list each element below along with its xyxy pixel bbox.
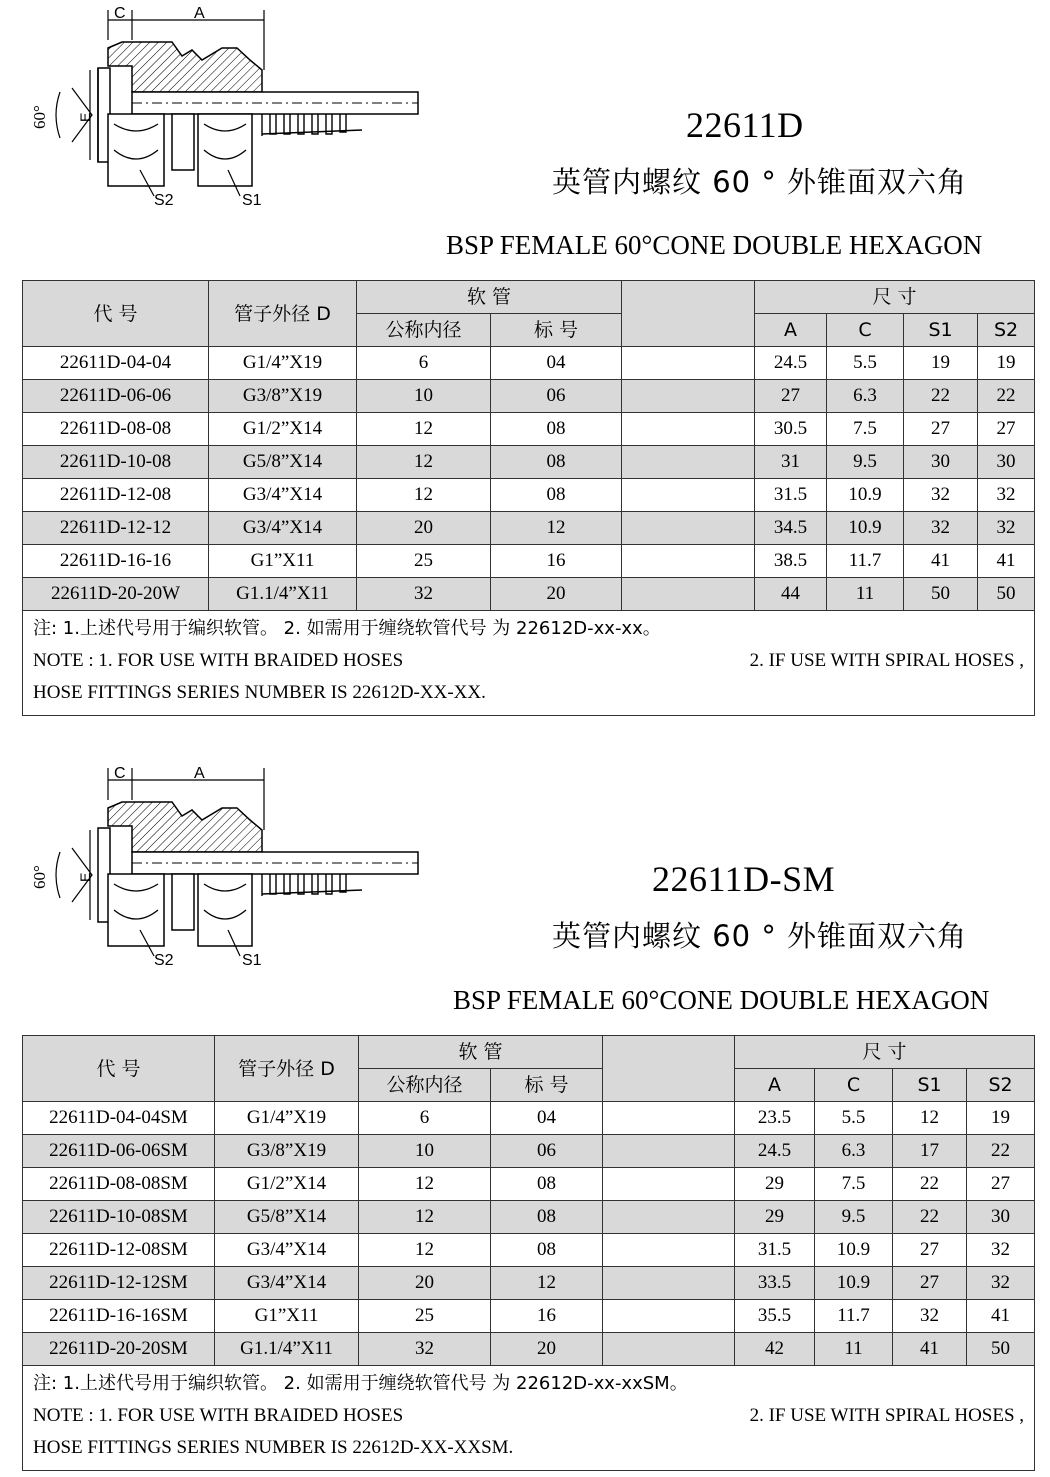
cell-code: 22611D-04-04 <box>23 347 209 380</box>
cell-s2: 19 <box>967 1102 1035 1135</box>
cell-mark: 12 <box>491 512 622 545</box>
cell-blank <box>603 1135 735 1168</box>
cell-s2: 22 <box>967 1135 1035 1168</box>
cell-code: 22611D-10-08SM <box>23 1201 215 1234</box>
cell-mark: 06 <box>491 1135 603 1168</box>
cell-a: 29 <box>735 1201 815 1234</box>
cell-mark: 08 <box>491 1201 603 1234</box>
cell-s1: 32 <box>904 512 978 545</box>
notes-cell <box>23 611 1035 716</box>
cell-blank <box>603 1300 735 1333</box>
cell-d: G5/8”X14 <box>209 446 357 479</box>
header-c: C <box>827 314 904 347</box>
cell-c: 6.3 <box>827 380 904 413</box>
cell-s1: 19 <box>904 347 978 380</box>
cell-code: 22611D-06-06 <box>23 380 209 413</box>
note-english-line1 <box>33 645 1024 677</box>
spec-table <box>22 280 1035 716</box>
note-english-line2: HOSE FITTINGS SERIES NUMBER IS 22612D-XX-XXSM. <box>33 1437 514 1458</box>
cell-mark: 06 <box>491 380 622 413</box>
cell-code: 22611D-20-20W <box>23 578 209 611</box>
cell-d: G1/4”X19 <box>215 1102 359 1135</box>
cell-code: 22611D-12-12 <box>23 512 209 545</box>
cell-d: G3/4”X14 <box>215 1234 359 1267</box>
header-a: A <box>735 1069 815 1102</box>
cell-s2: 30 <box>978 446 1035 479</box>
cell-nominal-id: 10 <box>359 1135 491 1168</box>
header-s2: S2 <box>967 1069 1035 1102</box>
cell-blank <box>622 380 755 413</box>
dim-label-c: C <box>114 765 126 782</box>
header-c: C <box>815 1069 893 1102</box>
note-english-line1 <box>33 1400 1024 1432</box>
spec-table <box>22 1035 1035 1471</box>
cell-s2: 32 <box>978 512 1035 545</box>
header-a: A <box>755 314 827 347</box>
dim-label-angle: 60° <box>30 865 49 889</box>
cell-s1: 12 <box>893 1102 967 1135</box>
cell-a: 38.5 <box>755 545 827 578</box>
cell-s2: 19 <box>978 347 1035 380</box>
header-s1: S1 <box>893 1069 967 1102</box>
cell-s1: 41 <box>904 545 978 578</box>
cell-a: 27 <box>755 380 827 413</box>
cell-nominal-id: 32 <box>359 1333 491 1366</box>
cell-nominal-id: 25 <box>359 1300 491 1333</box>
cell-mark: 16 <box>491 545 622 578</box>
header-pipe-od: 管子外径 D <box>215 1036 359 1102</box>
header-dims: 尺 寸 <box>735 1036 1035 1069</box>
cell-mark: 20 <box>491 1333 603 1366</box>
notes-row <box>23 1366 1035 1471</box>
cell-mark: 04 <box>491 347 622 380</box>
cell-blank <box>603 1267 735 1300</box>
cell-s1: 22 <box>893 1168 967 1201</box>
table-row <box>23 413 1035 446</box>
cell-c: 6.3 <box>815 1135 893 1168</box>
header-mark: 标 号 <box>491 314 622 347</box>
table-row <box>23 1234 1035 1267</box>
cell-c: 10.9 <box>827 479 904 512</box>
cell-nominal-id: 12 <box>357 446 491 479</box>
cell-blank <box>622 413 755 446</box>
table-row <box>23 1102 1035 1135</box>
cell-s1: 17 <box>893 1135 967 1168</box>
note-chinese: 注: 1.上述代号用于编织软管。 2. 如需用于缠绕软管代号 为 22612D-xx-xxSM。 <box>33 1373 688 1394</box>
cell-blank <box>622 512 755 545</box>
cell-s1: 22 <box>893 1201 967 1234</box>
header-nominal-id: 公称内径 <box>357 314 491 347</box>
cell-c: 5.5 <box>827 347 904 380</box>
cell-blank <box>603 1102 735 1135</box>
table-row <box>23 479 1035 512</box>
cell-nominal-id: 20 <box>359 1267 491 1300</box>
cell-mark: 12 <box>491 1267 603 1300</box>
cell-d: G1.1/4”X11 <box>209 578 357 611</box>
cell-a: 44 <box>755 578 827 611</box>
cell-d: G1/2”X14 <box>209 413 357 446</box>
chinese-title: 英管内螺纹 60 ° 外锥面双六角 <box>552 165 968 199</box>
cell-a: 31.5 <box>735 1234 815 1267</box>
cell-s1: 30 <box>904 446 978 479</box>
cell-nominal-id: 12 <box>359 1201 491 1234</box>
cell-blank <box>622 479 755 512</box>
cell-s1: 41 <box>893 1333 967 1366</box>
cell-blank <box>603 1333 735 1366</box>
cell-nominal-id: 25 <box>357 545 491 578</box>
dim-label-a: A <box>194 765 205 782</box>
cell-s2: 27 <box>978 413 1035 446</box>
cell-s2: 32 <box>967 1267 1035 1300</box>
table-row <box>23 1333 1035 1366</box>
cell-d: G1.1/4”X11 <box>215 1333 359 1366</box>
cell-d: G3/4”X14 <box>209 479 357 512</box>
table-row <box>23 446 1035 479</box>
cell-blank <box>622 545 755 578</box>
cell-nominal-id: 12 <box>357 413 491 446</box>
cell-a: 23.5 <box>735 1102 815 1135</box>
cell-s2: 27 <box>967 1168 1035 1201</box>
note-english-left: NOTE : 1. FOR USE WITH BRAIDED HOSES <box>33 1405 404 1426</box>
cell-mark: 16 <box>491 1300 603 1333</box>
cell-s1: 32 <box>893 1300 967 1333</box>
cell-c: 10.9 <box>827 512 904 545</box>
cell-nominal-id: 10 <box>357 380 491 413</box>
english-title: BSP FEMALE 60°CONE DOUBLE HEXAGON <box>453 985 990 1015</box>
cell-code: 22611D-12-12SM <box>23 1267 215 1300</box>
cell-s2: 50 <box>978 578 1035 611</box>
notes-row <box>23 611 1035 716</box>
cell-blank <box>622 446 755 479</box>
cell-c: 9.5 <box>827 446 904 479</box>
cell-blank <box>603 1201 735 1234</box>
cell-s2: 41 <box>978 545 1035 578</box>
table-row <box>23 1267 1035 1300</box>
cell-a: 33.5 <box>735 1267 815 1300</box>
header-hose: 软 管 <box>357 281 622 314</box>
note-english-right: 2. IF USE WITH SPIRAL HOSES , <box>749 1405 1025 1426</box>
fitting-drawing <box>22 754 442 969</box>
dim-label-s2: S2 <box>154 192 174 209</box>
cell-mark: 08 <box>491 446 622 479</box>
cell-c: 7.5 <box>827 413 904 446</box>
cell-a: 35.5 <box>735 1300 815 1333</box>
cell-code: 22611D-08-08SM <box>23 1168 215 1201</box>
cell-blank <box>603 1234 735 1267</box>
table-row <box>23 380 1035 413</box>
notes-cell <box>23 1366 1035 1471</box>
cell-s2: 32 <box>967 1234 1035 1267</box>
product-code-title: 22611D-SM <box>652 859 836 899</box>
header-blank <box>622 281 755 347</box>
cell-d: G5/8”X14 <box>215 1201 359 1234</box>
note-english-line2: HOSE FITTINGS SERIES NUMBER IS 22612D-XX-XX. <box>33 682 486 703</box>
header-s2: S2 <box>978 314 1035 347</box>
dim-label-a: A <box>194 5 205 22</box>
table-row <box>23 578 1035 611</box>
cell-d: G3/8”X19 <box>209 380 357 413</box>
header-pipe-od: 管子外径 D <box>209 281 357 347</box>
chinese-title: 英管内螺纹 60 ° 外锥面双六角 <box>552 919 968 953</box>
cell-blank <box>622 578 755 611</box>
table-row <box>23 1135 1035 1168</box>
cell-s1: 27 <box>893 1267 967 1300</box>
cell-s2: 32 <box>978 479 1035 512</box>
cell-a: 31 <box>755 446 827 479</box>
table-row <box>23 1300 1035 1333</box>
header-blank <box>603 1036 735 1102</box>
header-mark: 标 号 <box>491 1069 603 1102</box>
cell-s1: 27 <box>904 413 978 446</box>
cell-s2: 22 <box>978 380 1035 413</box>
cell-code: 22611D-12-08 <box>23 479 209 512</box>
cell-code: 22611D-12-08SM <box>23 1234 215 1267</box>
cell-code: 22611D-20-20SM <box>23 1333 215 1366</box>
cell-s2: 41 <box>967 1300 1035 1333</box>
cell-mark: 04 <box>491 1102 603 1135</box>
header-s1: S1 <box>904 314 978 347</box>
header-dims: 尺 寸 <box>755 281 1035 314</box>
dim-label-angle: 60° <box>30 105 49 129</box>
cell-mark: 20 <box>491 578 622 611</box>
dim-label-s1: S1 <box>242 192 262 209</box>
dim-label-e: E <box>77 872 93 882</box>
cell-code: 22611D-16-16 <box>23 545 209 578</box>
cell-nominal-id: 32 <box>357 578 491 611</box>
cell-d: G1/2”X14 <box>215 1168 359 1201</box>
header-code: 代 号 <box>23 281 209 347</box>
header-hose: 软 管 <box>359 1036 603 1069</box>
cell-a: 42 <box>735 1333 815 1366</box>
header-nominal-id: 公称内径 <box>359 1069 491 1102</box>
cell-s1: 27 <box>893 1234 967 1267</box>
cell-d: G1/4”X19 <box>209 347 357 380</box>
section-22611d-sm <box>0 754 1050 1474</box>
dim-label-c: C <box>114 5 126 22</box>
cell-c: 11.7 <box>815 1300 893 1333</box>
english-title: BSP FEMALE 60°CONE DOUBLE HEXAGON <box>446 230 983 260</box>
table-row <box>23 347 1035 380</box>
cell-a: 34.5 <box>755 512 827 545</box>
cell-nominal-id: 12 <box>357 479 491 512</box>
note-english-left: NOTE : 1. FOR USE WITH BRAIDED HOSES <box>33 650 404 671</box>
cell-a: 29 <box>735 1168 815 1201</box>
table-row <box>23 545 1035 578</box>
cell-nominal-id: 6 <box>357 347 491 380</box>
cell-c: 7.5 <box>815 1168 893 1201</box>
cell-a: 31.5 <box>755 479 827 512</box>
cell-s2: 30 <box>967 1201 1035 1234</box>
cell-d: G3/8”X19 <box>215 1135 359 1168</box>
cell-nominal-id: 20 <box>357 512 491 545</box>
cell-d: G3/4”X14 <box>209 512 357 545</box>
header-code: 代 号 <box>23 1036 215 1102</box>
cell-s1: 32 <box>904 479 978 512</box>
cell-code: 22611D-04-04SM <box>23 1102 215 1135</box>
dim-label-e: E <box>77 112 93 122</box>
cell-c: 11 <box>815 1333 893 1366</box>
cell-nominal-id: 12 <box>359 1168 491 1201</box>
fitting-drawing <box>22 0 442 215</box>
cell-mark: 08 <box>491 1234 603 1267</box>
cell-code: 22611D-16-16SM <box>23 1300 215 1333</box>
cell-nominal-id: 12 <box>359 1234 491 1267</box>
cell-a: 24.5 <box>735 1135 815 1168</box>
cell-d: G3/4”X14 <box>215 1267 359 1300</box>
cell-s1: 50 <box>904 578 978 611</box>
note-english-right: 2. IF USE WITH SPIRAL HOSES , <box>749 650 1025 671</box>
table-row <box>23 512 1035 545</box>
table-row <box>23 1168 1035 1201</box>
cell-blank <box>603 1168 735 1201</box>
cell-c: 11.7 <box>827 545 904 578</box>
cell-a: 30.5 <box>755 413 827 446</box>
cell-d: G1”X11 <box>215 1300 359 1333</box>
cell-code: 22611D-08-08 <box>23 413 209 446</box>
cell-a: 24.5 <box>755 347 827 380</box>
dim-label-s2: S2 <box>154 952 174 969</box>
dim-label-s1: S1 <box>242 952 262 969</box>
cell-c: 11 <box>827 578 904 611</box>
cell-mark: 08 <box>491 413 622 446</box>
cell-c: 5.5 <box>815 1102 893 1135</box>
cell-c: 10.9 <box>815 1267 893 1300</box>
note-chinese: 注: 1.上述代号用于编织软管。 2. 如需用于缠绕软管代号 为 22612D-xx-xx。 <box>33 618 661 639</box>
cell-nominal-id: 6 <box>359 1102 491 1135</box>
cell-code: 22611D-10-08 <box>23 446 209 479</box>
cell-c: 10.9 <box>815 1234 893 1267</box>
product-code-title: 22611D <box>686 105 804 145</box>
table-row <box>23 1201 1035 1234</box>
cell-s1: 22 <box>904 380 978 413</box>
cell-c: 9.5 <box>815 1201 893 1234</box>
cell-s2: 50 <box>967 1333 1035 1366</box>
cell-d: G1”X11 <box>209 545 357 578</box>
cell-mark: 08 <box>491 479 622 512</box>
cell-mark: 08 <box>491 1168 603 1201</box>
cell-code: 22611D-06-06SM <box>23 1135 215 1168</box>
cell-blank <box>622 347 755 380</box>
